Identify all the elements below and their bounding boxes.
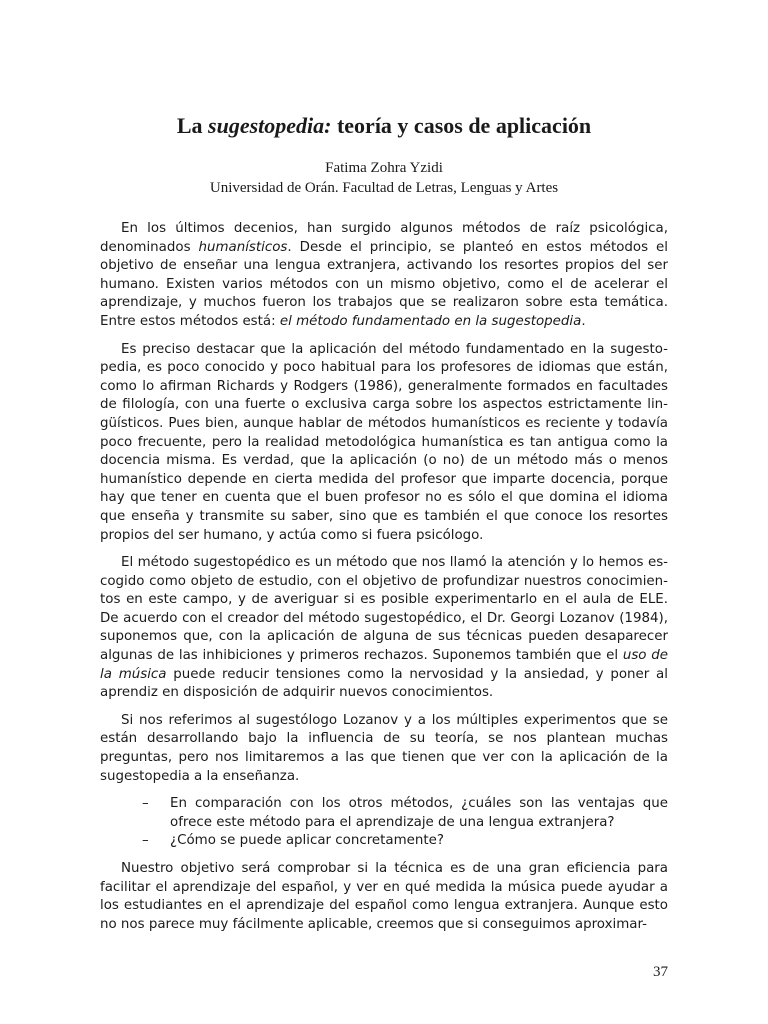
paragraph-5: Nuestro objetivo será comprobar si la técnica es de una gran eficiencia para facilitar el aprendizaje del español, y ver en qué medida la música puede ayudar a los estudiantes en el aprendizaje del español como lengua extranjera. Aunque esto no nos parece muy fácilmente aplicable, creemos que si conseguimos aproximar- [100,861,668,932]
author-affiliation: Universidad de Orán. Facultad de Letras, Lenguas y Artes [209,180,559,196]
author-name: Fatima Zohra Yzidi [325,160,443,176]
question-item [100,832,668,851]
paragraph-1-text-a: En los últimos decenios, han surgido algunos métodos de raíz psicológica, denominados [100,221,668,255]
paragraph-2: Es preciso destacar que la aplicación del método fundamentado en la sugesto-pedia, es poco conocido y poco habitual para los profesores de idiomas que están, como lo afirman Richards y Rodgers (1986), generalmente formados en facultades de filología, con una fuerte o exclusiva carga sobre los aspectos estrictamente lin-güísticos. Pues bien, aunque hablar de métodos humanísticos es reciente y todavía poco frecuente, pero la realidad metodológica humanística es tan antigua como la docencia misma. Es verdad, que la aplicación (o no) de un método más o menos humanístico depende en cierta medida del profesor que imparte docencia, porque hay que tener en cuenta que el buen profesor no es sólo el que domina el idioma que enseña y transmite su saber, sino que es también el que conoce los resortes propios del ser humano, y actúa como si fuera psicólogo. [100,341,668,543]
paragraph-1-italic-humanisticos: humanísticos [198,239,288,255]
dash-bullet: – [142,833,149,849]
paragraph-3-text-a: El método sugestopédico es un método que nos llamó la atención y lo hemos es-cogido como objeto de estudio, con el objetivo de profundizar nuestros conocimien-tos en este campo, y de averiguar si es posible experimentarlo en el aula de ELE. De acuerdo con el creador del método sugestopédico, el Dr. Georgi Lozanov (1984), suponemos que, con la aplicación de alguna de sus técnicas pueden desaparecer algunas de las inhibiciones y primeros rechazos. Suponemos también que el [100,555,668,664]
question-item [100,795,668,832]
paper-title [100,112,668,140]
paragraph-1 [100,220,668,332]
question-list [100,795,668,851]
paragraph-3-text-c: puede reducir tensiones como la nervosidad y la ansiedad, y poner al aprendiz en disposición de adquirir nuevos conocimientos. [100,666,668,701]
title-prefix: La [176,113,209,138]
article-body [100,220,668,943]
question-text: En comparación con los otros métodos, ¿cuáles son las ventajas que ofrece este método para el aprendizaje de una lengua extranjera? [170,796,668,830]
paragraph-1-text-e: . [581,313,586,329]
title-italic-term: sugestopedia: [208,113,332,138]
page-number: 37 [653,964,668,980]
paragraph-3 [100,554,668,703]
question-text: ¿Cómo se puede aplicar concretamente? [170,833,444,849]
paragraph-4: Si nos referimos al sugestólogo Lozanov y a los múltiples experimentos que se están desarrollando bajo la influencia de su teoría, se nos plantean muchas preguntas, pero nos limitaremos a las que tienen que ver con la aplicación de la sugestopedia a la enseñanza. [100,712,668,784]
title-rest: teoría y casos de aplicación [331,113,592,138]
dash-bullet: – [142,796,149,812]
paragraph-1-text-c: . Desde el principio, se planteó en estos métodos el objetivo de enseñar una lengua extranjera, activando los resortes propios del ser humano. Existen varios métodos con un mismo objetivo, como el de acelerar el aprendizaje, y muchos fueron los trabajos que se realizaron sobre esta temática. Entre estos métodos está: [100,239,668,329]
paragraph-1-italic-method: el método fundamentado en la sugestopedia [279,313,582,329]
paragraph-3-italic-musica: uso de la música [100,648,668,682]
